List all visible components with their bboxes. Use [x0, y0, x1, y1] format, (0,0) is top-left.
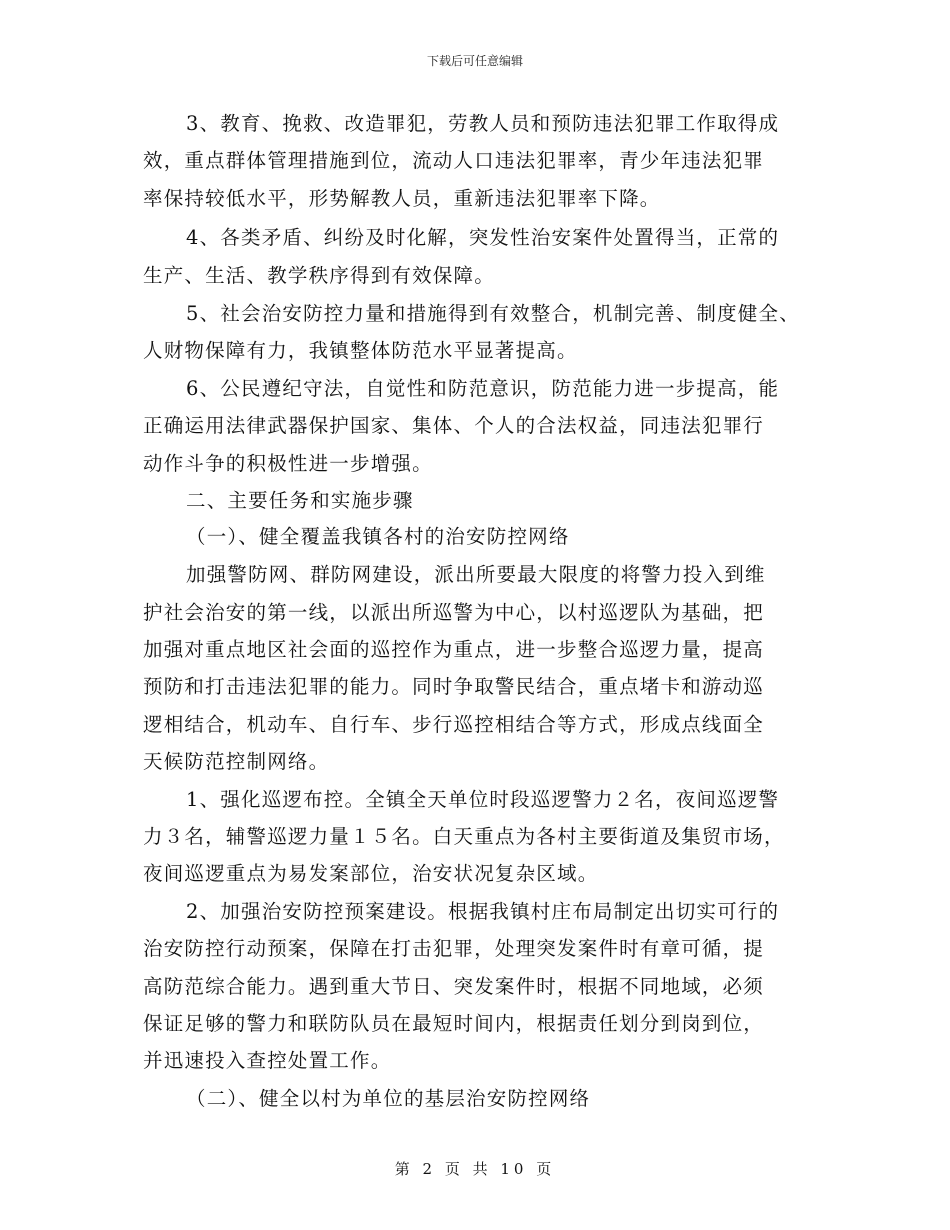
text-line: 加强对重点地区社会面的巡控作为重点，进一步整合巡逻力量，提高 [143, 638, 765, 661]
text-line: 4、各类矛盾、纠纷及时化解，突发性治安案件处置得当，正常的 [186, 226, 780, 249]
subsection-heading: （二）、健全以村为单位的基层治安防控网络 [186, 1087, 591, 1110]
text-line: 生产、生活、教学秩序得到有效保障。 [143, 264, 495, 287]
page-header: 下载后可任意编辑 [426, 54, 523, 68]
text-line: 逻相结合，机动车、自行车、步行巡控相结合等方式，形成点线面全 [143, 713, 765, 736]
text-line: 2、加强治安防控预案建设。根据我镇村庄布局制定出切实可行的 [186, 900, 780, 923]
subsection-heading: （一）、健全覆盖我镇各村的治安防控网络 [186, 525, 570, 548]
text-line: 加强警防网、群防网建设，派出所要最大限度的将警力投入到维 [186, 563, 766, 586]
text-line: 效，重点群体管理措施到位，流动人口违法犯罪率，青少年违法犯罪 [143, 149, 765, 172]
text-line: 保证足够的警力和联防队员在最短时间内，根据责任划分到岗到位， [143, 1012, 765, 1035]
section-heading: 二、主要任务和实施步骤 [186, 489, 414, 512]
text-line: 天候防范控制网络。 [143, 750, 330, 773]
text-line: 预防和打击违法犯罪的能力。同时争取警民结合，重点堵卡和游动巡 [143, 675, 765, 698]
text-line: 力３名，辅警巡逻力量１５名。白天重点为各村主要街道及集贸市场， [143, 825, 785, 848]
text-line: 6、公民遵纪守法，自觉性和防范意识，防范能力进一步提高，能 [186, 377, 780, 400]
text-line: 率保持较低水平，形势解教人员，重新违法犯罪率下降。 [143, 187, 661, 210]
text-line: 护社会治安的第一线，以派出所巡警为中心，以村巡逻队为基础，把 [143, 601, 765, 624]
text-line: 5、社会治安防控力量和措施得到有效整合，机制完善、制度健全、 [186, 302, 800, 325]
text-line: 3、教育、挽救、改造罪犯，劳教人员和预防违法犯罪工作取得成 [186, 112, 780, 135]
text-line: 并迅速投入查控处置工作。 [143, 1049, 392, 1072]
text-line: 1、强化巡逻布控。全镇全天单位时段巡逻警力２名，夜间巡逻警 [186, 788, 780, 811]
text-line: 高防范综合能力。遇到重大节日、突发案件时，根据不同地域，必须 [143, 975, 765, 998]
page-footer: 第 2 页 共 10 页 [394, 1160, 556, 1178]
text-line: 人财物保障有力，我镇整体防范水平显著提高。 [143, 339, 578, 362]
text-line: 夜间巡逻重点为易发案部位，治安状况复杂区域。 [143, 862, 599, 885]
text-line: 正确运用法律武器保护国家、集体、个人的合法权益，同违法犯罪行 [143, 414, 765, 437]
text-line: 治安防控行动预案，保障在打击犯罪，处理突发案件时有章可循，提 [143, 937, 765, 960]
text-line: 动作斗争的积极性进一步增强。 [143, 452, 433, 475]
